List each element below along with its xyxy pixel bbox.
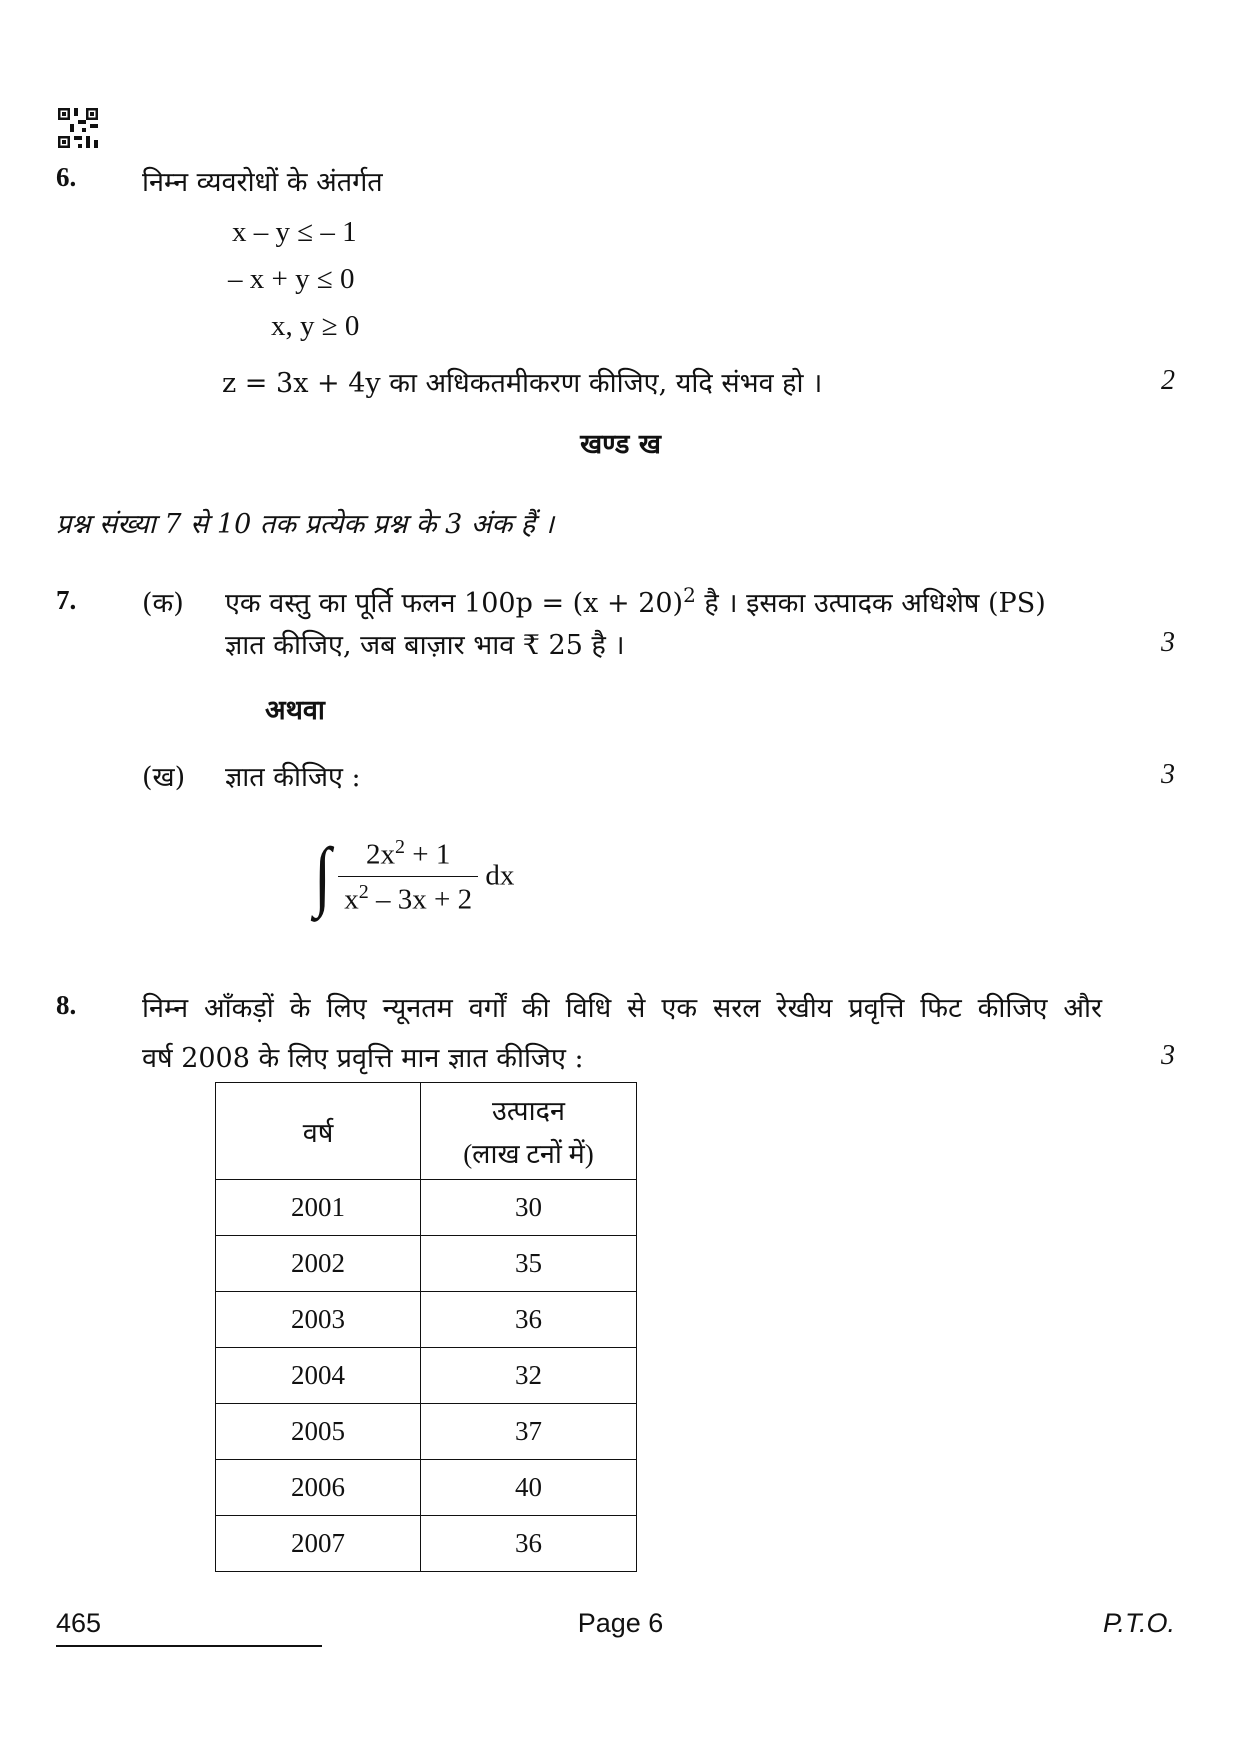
footer-page: Page 6 xyxy=(577,1608,664,1638)
production-cell: 35 xyxy=(421,1236,637,1292)
q6-constraint-3: x, y ≥ 0 xyxy=(271,310,360,342)
integrand-denominator xyxy=(338,877,478,917)
q7-part-b-text: ज्ञात कीजिए : xyxy=(225,762,361,793)
table-row xyxy=(216,1460,637,1516)
table-header-row xyxy=(216,1083,637,1180)
table-row xyxy=(216,1292,637,1348)
denominator-end: – 3x + 2 xyxy=(368,883,473,916)
denominator-base: x xyxy=(344,883,359,916)
year-cell: 2001 xyxy=(216,1180,421,1236)
q6-constraint-2: – x + y ≤ 0 xyxy=(228,263,355,295)
q6-constraint-1: x – y ≤ – 1 xyxy=(232,216,357,248)
q6-intro: निम्न व्यवरोधों के अंतर्गत xyxy=(142,167,383,198)
numerator-end: + 1 xyxy=(404,838,451,871)
year-cell: 2002 xyxy=(216,1236,421,1292)
q7-part-a-line1 xyxy=(225,583,1046,620)
denominator-exp: 2 xyxy=(358,880,369,903)
section-instruction: प्रश्न संख्या 7 से 10 तक प्रत्येक प्रश्न के 3 अंक हैं । xyxy=(56,509,554,540)
production-cell: 30 xyxy=(421,1180,637,1236)
header-production xyxy=(421,1083,637,1180)
production-cell: 37 xyxy=(421,1404,637,1460)
footer-rule xyxy=(56,1645,322,1647)
production-cell: 32 xyxy=(421,1348,637,1404)
q6-objective: z = 3x + 4y का अधिकतमीकरण कीजिए, यदि संभव हो । xyxy=(222,368,823,399)
production-cell: 36 xyxy=(421,1516,637,1572)
section-title: खण्ड ख xyxy=(580,429,661,460)
q7-part-a-text: एक वस्तु का पूर्ति फलन 100p = (x + 20) xyxy=(225,588,684,619)
integral-expression xyxy=(314,833,515,919)
q6-number: 6. xyxy=(56,162,77,192)
integral-sign: ∫ xyxy=(314,833,331,919)
q6-marks: 2 xyxy=(1161,365,1175,396)
integral-dx: dx xyxy=(485,859,515,892)
header-year: वर्ष xyxy=(216,1083,421,1180)
q7-part-a-label: (क) xyxy=(142,588,184,619)
production-cell: 36 xyxy=(421,1292,637,1348)
q7-number: 7. xyxy=(56,585,77,615)
year-cell: 2003 xyxy=(216,1292,421,1348)
year-cell: 2005 xyxy=(216,1404,421,1460)
q7-part-b-label: (ख) xyxy=(142,762,186,793)
year-cell: 2007 xyxy=(216,1516,421,1572)
q8-number: 8. xyxy=(56,990,77,1020)
q7-part-a-exp: 2 xyxy=(683,583,696,607)
footer-pto: P.T.O. xyxy=(1102,1608,1175,1638)
numerator-exp: 2 xyxy=(394,836,405,858)
production-table xyxy=(215,1082,637,1572)
numerator-base: 2x xyxy=(365,838,395,871)
table-row xyxy=(216,1348,637,1404)
q7-part-b-marks: 3 xyxy=(1161,759,1175,790)
table-row xyxy=(216,1516,637,1572)
q8-marks: 3 xyxy=(1161,1040,1175,1071)
q8-line1: निम्न आँकड़ों के लिए न्यूनतम वर्गों की विधि से एक सरल रेखीय प्रवृत्ति फिट कीजिए और xyxy=(142,993,1102,1024)
table-row xyxy=(216,1180,637,1236)
qr-code xyxy=(58,108,98,148)
q7-part-a-text-end: है । इसका उत्पादक अधिशेष (PS) xyxy=(695,588,1046,619)
production-cell: 40 xyxy=(421,1460,637,1516)
table-row xyxy=(216,1236,637,1292)
q7-part-a-marks: 3 xyxy=(1161,627,1175,658)
q8-line2: वर्ष 2008 के लिए प्रवृत्ति मान ज्ञात कीजिए : xyxy=(142,1043,584,1074)
table-row xyxy=(216,1404,637,1460)
header-production-line1: उत्पादन xyxy=(492,1096,565,1126)
integrand-fraction xyxy=(338,836,478,916)
integrand-numerator xyxy=(338,836,478,877)
footer-code: 465 xyxy=(56,1608,102,1638)
year-cell: 2006 xyxy=(216,1460,421,1516)
year-cell: 2004 xyxy=(216,1348,421,1404)
q7-or: अथवा xyxy=(265,695,325,726)
header-production-line2: (लाख टनों में) xyxy=(463,1139,594,1169)
q7-part-a-line2: ज्ञात कीजिए, जब बाज़ार भाव ₹ 25 है । xyxy=(225,630,625,661)
